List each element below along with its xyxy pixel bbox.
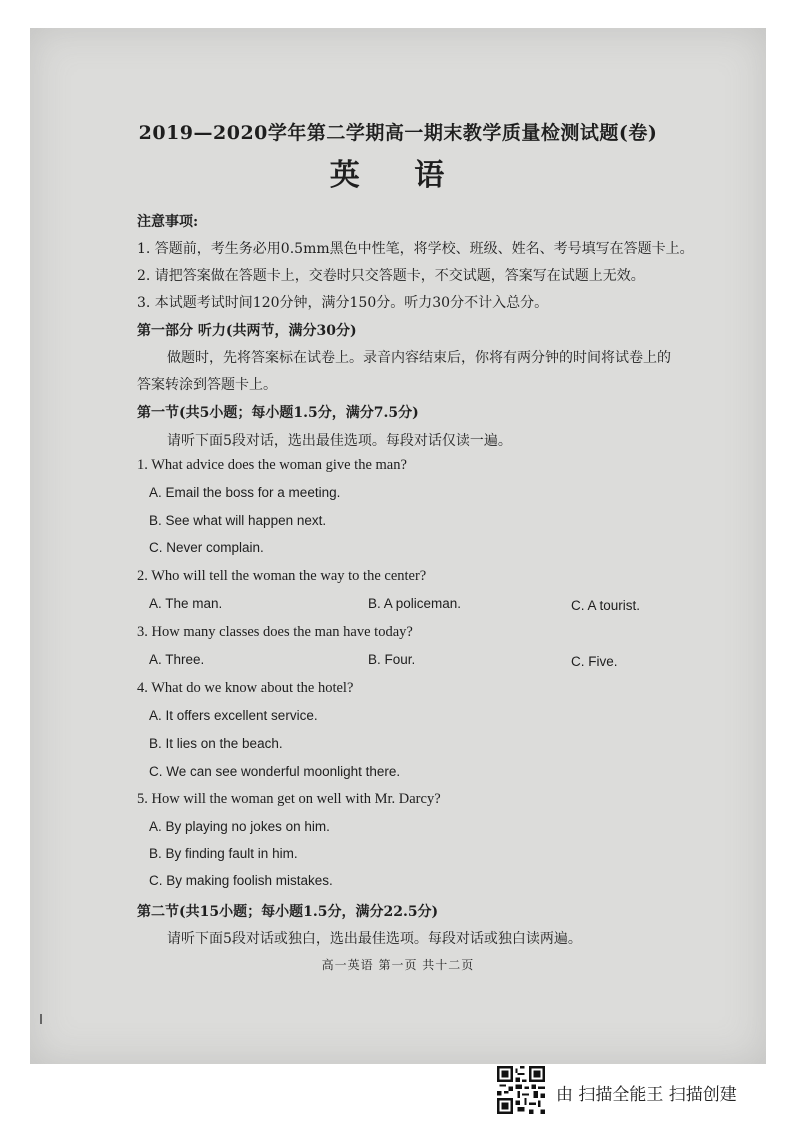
- subject-title: 英 语: [329, 158, 467, 193]
- question-3-option-a: A. Three.: [149, 652, 205, 667]
- question-5-option-b: B. By finding fault in him.: [149, 846, 298, 861]
- margin-mark: [40, 1014, 42, 1024]
- exam-title: 2019—2020学年第二学期高一期末教学质量检测试题(卷): [138, 122, 658, 144]
- notice-heading: 注意事项:: [137, 214, 199, 230]
- question-2-option-a: A. The man.: [149, 596, 223, 611]
- page-footer: 高一英语 第一页 共十二页: [321, 958, 475, 972]
- qr-code-icon: [497, 1066, 545, 1114]
- scanner-watermark: 由 扫描全能王 扫描创建: [556, 1085, 737, 1105]
- question-1-option-a: A. Email the boss for a meeting.: [149, 485, 341, 500]
- question-3-option-b: B. Four.: [368, 652, 416, 667]
- question-4-stem: 4. What do we know about the hotel?: [137, 680, 354, 696]
- question-4-option-a: A. It offers excellent service.: [149, 708, 318, 723]
- question-2-option-b: B. A policeman.: [368, 596, 462, 611]
- notice-item-1: 1. 答题前，考生务必用0.5mm黑色中性笔，将学校、班级、姓名、考号填写在答题卡上。: [137, 241, 694, 257]
- question-1-option-c: C. Never complain.: [149, 540, 264, 555]
- question-1-stem: 1. What advice does the woman give the man?: [137, 457, 407, 473]
- part1-intro-line1: 做题时，先将答案标在试卷上。录音内容结束后，你将有两分钟的时间将试卷上的: [167, 350, 671, 366]
- notice-item-3: 3. 本试题考试时间120分钟，满分150分。听力30分不计入总分。: [137, 295, 549, 311]
- part1-intro-line2: 答案转涂到答题卡上。: [137, 377, 277, 393]
- section2-instruction: 请听下面5段对话或独白，选出最佳选项。每段对话或独白读两遍。: [167, 931, 582, 947]
- section2-heading: 第二节(共15小题；每小题1.5分，满分22.5分): [137, 904, 439, 920]
- question-4-option-b: B. It lies on the beach.: [149, 736, 283, 751]
- section1-instruction: 请听下面5段对话，选出最佳选项。每段对话仅读一遍。: [167, 433, 512, 449]
- notice-item-2: 2. 请把答案做在答题卡上，交卷时只交答题卡，不交试题，答案写在试题上无效。: [137, 268, 645, 284]
- scanned-page: [30, 28, 766, 1064]
- question-1-option-b: B. See what will happen next.: [149, 513, 327, 528]
- section1-heading: 第一节(共5小题；每小题1.5分，满分7.5分): [137, 405, 419, 421]
- part1-heading: 第一部分 听力(共两节，满分30分): [137, 323, 357, 339]
- question-3-option-c: C. Five.: [571, 654, 618, 669]
- question-5-stem: 5. How will the woman get on well with Mr. Darcy?: [137, 791, 441, 807]
- question-2-stem: 2. Who will tell the woman the way to the center?: [137, 568, 427, 584]
- question-5-option-c: C. By making foolish mistakes.: [149, 873, 333, 888]
- question-4-option-c: C. We can see wonderful moonlight there.: [149, 764, 401, 779]
- question-5-option-a: A. By playing no jokes on him.: [149, 819, 330, 834]
- question-3-stem: 3. How many classes does the man have today?: [137, 624, 413, 640]
- question-2-option-c: C. A tourist.: [571, 598, 641, 613]
